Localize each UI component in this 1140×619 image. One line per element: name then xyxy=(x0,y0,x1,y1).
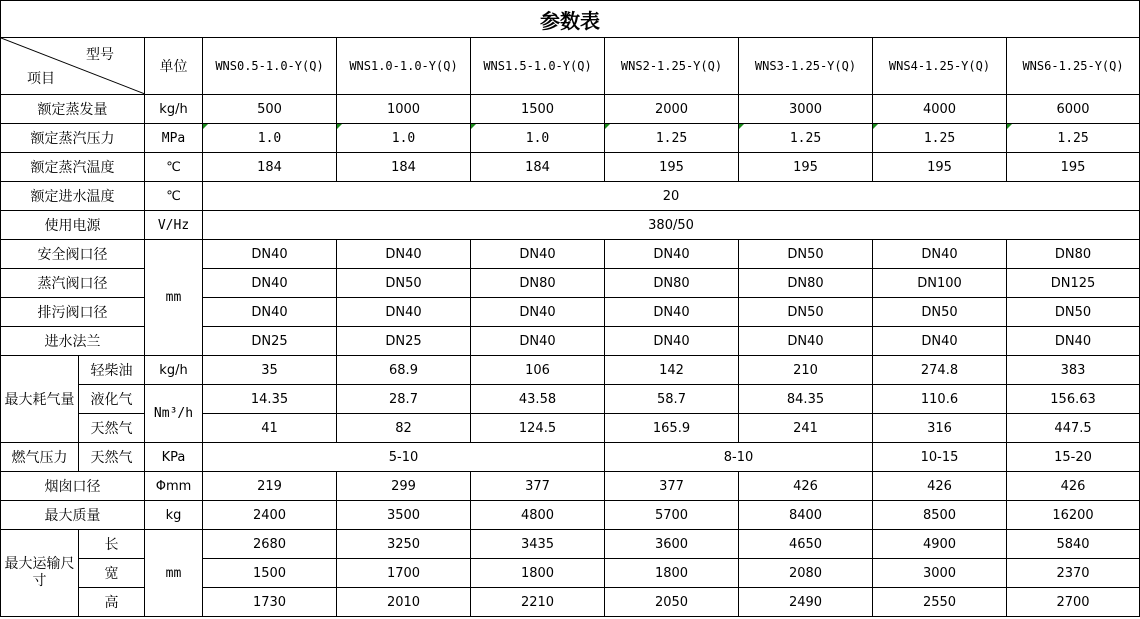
value-cell: 16200 xyxy=(1007,501,1140,530)
value-cell: 5-10 xyxy=(203,443,605,472)
value-cell: 156.63 xyxy=(1007,385,1140,414)
unit-cell: kg/h xyxy=(145,95,203,124)
value-cell: DN80 xyxy=(1007,240,1140,269)
value-cell: 4900 xyxy=(873,530,1007,559)
corner-item-label: 项目 xyxy=(27,71,55,87)
row-lpg xyxy=(1,385,1140,414)
value-cell: 2700 xyxy=(1007,588,1140,617)
value-cell: DN100 xyxy=(873,269,1007,298)
value-cell: 2050 xyxy=(605,588,739,617)
value-cell: 43.58 xyxy=(471,385,605,414)
unit-cell: mm xyxy=(145,240,203,356)
model-header: WNS4-1.25-Y(Q) xyxy=(873,38,1007,95)
value-cell: 3500 xyxy=(337,501,471,530)
row-gas-pressure xyxy=(1,443,1140,472)
value-cell: 106 xyxy=(471,356,605,385)
value-cell: 1.0 xyxy=(337,124,471,153)
value-cell: 299 xyxy=(337,472,471,501)
value-cell: 2010 xyxy=(337,588,471,617)
row-label: 额定蒸汽压力 xyxy=(1,124,145,153)
value-cell: 2490 xyxy=(739,588,873,617)
unit-cell: MPa xyxy=(145,124,203,153)
unit-header: 单位 xyxy=(145,38,203,95)
value-cell: 210 xyxy=(739,356,873,385)
row-label: 安全阀口径 xyxy=(1,240,145,269)
unit-cell: kg xyxy=(145,501,203,530)
value-cell: 1800 xyxy=(471,559,605,588)
row-label: 排污阀口径 xyxy=(1,298,145,327)
value-cell: DN40 xyxy=(605,327,739,356)
value-cell: DN40 xyxy=(471,327,605,356)
value-cell: 84.35 xyxy=(739,385,873,414)
unit-cell: mm xyxy=(145,530,203,617)
value-cell: 142 xyxy=(605,356,739,385)
model-header: WNS2-1.25-Y(Q) xyxy=(605,38,739,95)
unit-cell: Φmm xyxy=(145,472,203,501)
row-steam-pressure xyxy=(1,124,1140,153)
row-sub-label: 液化气 xyxy=(79,385,145,414)
value-cell: DN25 xyxy=(337,327,471,356)
value-cell: DN80 xyxy=(739,269,873,298)
row-label: 进水法兰 xyxy=(1,327,145,356)
unit-cell: kg/h xyxy=(145,356,203,385)
value-cell: DN40 xyxy=(605,298,739,327)
row-group-label: 最大耗气量 xyxy=(1,356,79,443)
value-cell: 184 xyxy=(203,153,337,182)
row-light-oil xyxy=(1,356,1140,385)
value-cell: 165.9 xyxy=(605,414,739,443)
value-cell: DN40 xyxy=(203,240,337,269)
value-cell: 195 xyxy=(739,153,873,182)
value-cell: 20 xyxy=(203,182,1140,211)
table-title: 参数表 xyxy=(1,1,1140,38)
row-steam-output xyxy=(1,95,1140,124)
row-max-mass xyxy=(1,501,1140,530)
unit-cell: ℃ xyxy=(145,182,203,211)
value-cell: 110.6 xyxy=(873,385,1007,414)
value-cell: 1.25 xyxy=(1007,124,1140,153)
value-cell: DN40 xyxy=(337,298,471,327)
value-cell: 3600 xyxy=(605,530,739,559)
row-group-label: 最大运输尺寸 xyxy=(1,530,79,617)
value-cell: 14.35 xyxy=(203,385,337,414)
value-cell: 1730 xyxy=(203,588,337,617)
row-sub-label: 高 xyxy=(79,588,145,617)
corner-model-label: 型号 xyxy=(86,47,114,63)
value-cell: 184 xyxy=(337,153,471,182)
value-cell: 28.7 xyxy=(337,385,471,414)
value-cell: 35 xyxy=(203,356,337,385)
unit-cell: V/Hz xyxy=(145,211,203,240)
row-label: 额定蒸汽温度 xyxy=(1,153,145,182)
value-cell: 184 xyxy=(471,153,605,182)
value-cell: 2080 xyxy=(739,559,873,588)
model-header: WNS0.5-1.0-Y(Q) xyxy=(203,38,337,95)
value-cell: 195 xyxy=(873,153,1007,182)
value-cell: 195 xyxy=(1007,153,1140,182)
value-cell: DN40 xyxy=(337,240,471,269)
value-cell: 5700 xyxy=(605,501,739,530)
row-power xyxy=(1,211,1140,240)
value-cell: 2210 xyxy=(471,588,605,617)
row-label: 燃气压力 xyxy=(1,443,79,472)
value-cell: 5840 xyxy=(1007,530,1140,559)
value-cell: 82 xyxy=(337,414,471,443)
model-header: WNS1.0-1.0-Y(Q) xyxy=(337,38,471,95)
value-cell: 3250 xyxy=(337,530,471,559)
value-cell: 383 xyxy=(1007,356,1140,385)
value-cell: 316 xyxy=(873,414,1007,443)
corner-diagonal xyxy=(1,38,145,94)
row-sub-label: 长 xyxy=(79,530,145,559)
value-cell: 3000 xyxy=(873,559,1007,588)
corner-header xyxy=(1,38,145,95)
value-cell: 377 xyxy=(605,472,739,501)
value-cell: 500 xyxy=(203,95,337,124)
value-cell: DN40 xyxy=(203,269,337,298)
value-cell: 1.0 xyxy=(203,124,337,153)
value-cell: 4000 xyxy=(873,95,1007,124)
value-cell: 2550 xyxy=(873,588,1007,617)
value-cell: 4800 xyxy=(471,501,605,530)
value-cell: 195 xyxy=(605,153,739,182)
value-cell: 377 xyxy=(471,472,605,501)
value-cell: 1500 xyxy=(471,95,605,124)
value-cell: DN40 xyxy=(873,240,1007,269)
value-cell: DN50 xyxy=(739,240,873,269)
value-cell: 1.25 xyxy=(605,124,739,153)
value-cell: 41 xyxy=(203,414,337,443)
value-cell: 10-15 xyxy=(873,443,1007,472)
value-cell: 1.0 xyxy=(471,124,605,153)
unit-cell: KPa xyxy=(145,443,203,472)
value-cell: DN50 xyxy=(1007,298,1140,327)
value-cell: 274.8 xyxy=(873,356,1007,385)
row-label: 最大质量 xyxy=(1,501,145,530)
row-length xyxy=(1,530,1140,559)
value-cell: DN40 xyxy=(471,240,605,269)
value-cell: 1.25 xyxy=(739,124,873,153)
value-cell: 426 xyxy=(1007,472,1140,501)
value-cell: DN50 xyxy=(739,298,873,327)
value-cell: DN40 xyxy=(873,327,1007,356)
row-label: 额定进水温度 xyxy=(1,182,145,211)
unit-cell: ℃ xyxy=(145,153,203,182)
value-cell: DN25 xyxy=(203,327,337,356)
value-cell: 447.5 xyxy=(1007,414,1140,443)
value-cell: DN40 xyxy=(1007,327,1140,356)
value-cell: DN40 xyxy=(739,327,873,356)
value-cell: DN80 xyxy=(605,269,739,298)
model-header: WNS6-1.25-Y(Q) xyxy=(1007,38,1140,95)
value-cell: 1500 xyxy=(203,559,337,588)
row-label: 使用电源 xyxy=(1,211,145,240)
value-cell: 6000 xyxy=(1007,95,1140,124)
row-sub-label: 天然气 xyxy=(79,414,145,443)
value-cell: 241 xyxy=(739,414,873,443)
value-cell: 2680 xyxy=(203,530,337,559)
value-cell: 8500 xyxy=(873,501,1007,530)
value-cell: DN50 xyxy=(337,269,471,298)
row-label: 烟囱口径 xyxy=(1,472,145,501)
value-cell: DN40 xyxy=(605,240,739,269)
value-cell: 8-10 xyxy=(605,443,873,472)
value-cell: 124.5 xyxy=(471,414,605,443)
row-steam-temp xyxy=(1,153,1140,182)
value-cell: 1700 xyxy=(337,559,471,588)
value-cell: 1.25 xyxy=(873,124,1007,153)
value-cell: 15-20 xyxy=(1007,443,1140,472)
value-cell: 3435 xyxy=(471,530,605,559)
value-cell: DN40 xyxy=(203,298,337,327)
row-safety-valve xyxy=(1,240,1140,269)
value-cell: 8400 xyxy=(739,501,873,530)
row-chimney xyxy=(1,472,1140,501)
value-cell: 68.9 xyxy=(337,356,471,385)
model-header: WNS1.5-1.0-Y(Q) xyxy=(471,38,605,95)
unit-cell: Nm³/h xyxy=(145,385,203,443)
value-cell: DN125 xyxy=(1007,269,1140,298)
row-inlet-temp xyxy=(1,182,1140,211)
value-cell: 380/50 xyxy=(203,211,1140,240)
value-cell: DN80 xyxy=(471,269,605,298)
row-sub-label: 轻柴油 xyxy=(79,356,145,385)
value-cell: 219 xyxy=(203,472,337,501)
row-sub-label: 宽 xyxy=(79,559,145,588)
value-cell: 4650 xyxy=(739,530,873,559)
value-cell: 2000 xyxy=(605,95,739,124)
row-label: 额定蒸发量 xyxy=(1,95,145,124)
value-cell: 2370 xyxy=(1007,559,1140,588)
value-cell: 1000 xyxy=(337,95,471,124)
value-cell: 58.7 xyxy=(605,385,739,414)
row-label: 蒸汽阀口径 xyxy=(1,269,145,298)
value-cell: DN40 xyxy=(471,298,605,327)
row-sub-label: 天然气 xyxy=(79,443,145,472)
value-cell: 426 xyxy=(873,472,1007,501)
value-cell: 426 xyxy=(739,472,873,501)
value-cell: 1800 xyxy=(605,559,739,588)
value-cell: 2400 xyxy=(203,501,337,530)
value-cell: 3000 xyxy=(739,95,873,124)
value-cell: DN50 xyxy=(873,298,1007,327)
model-header: WNS3-1.25-Y(Q) xyxy=(739,38,873,95)
